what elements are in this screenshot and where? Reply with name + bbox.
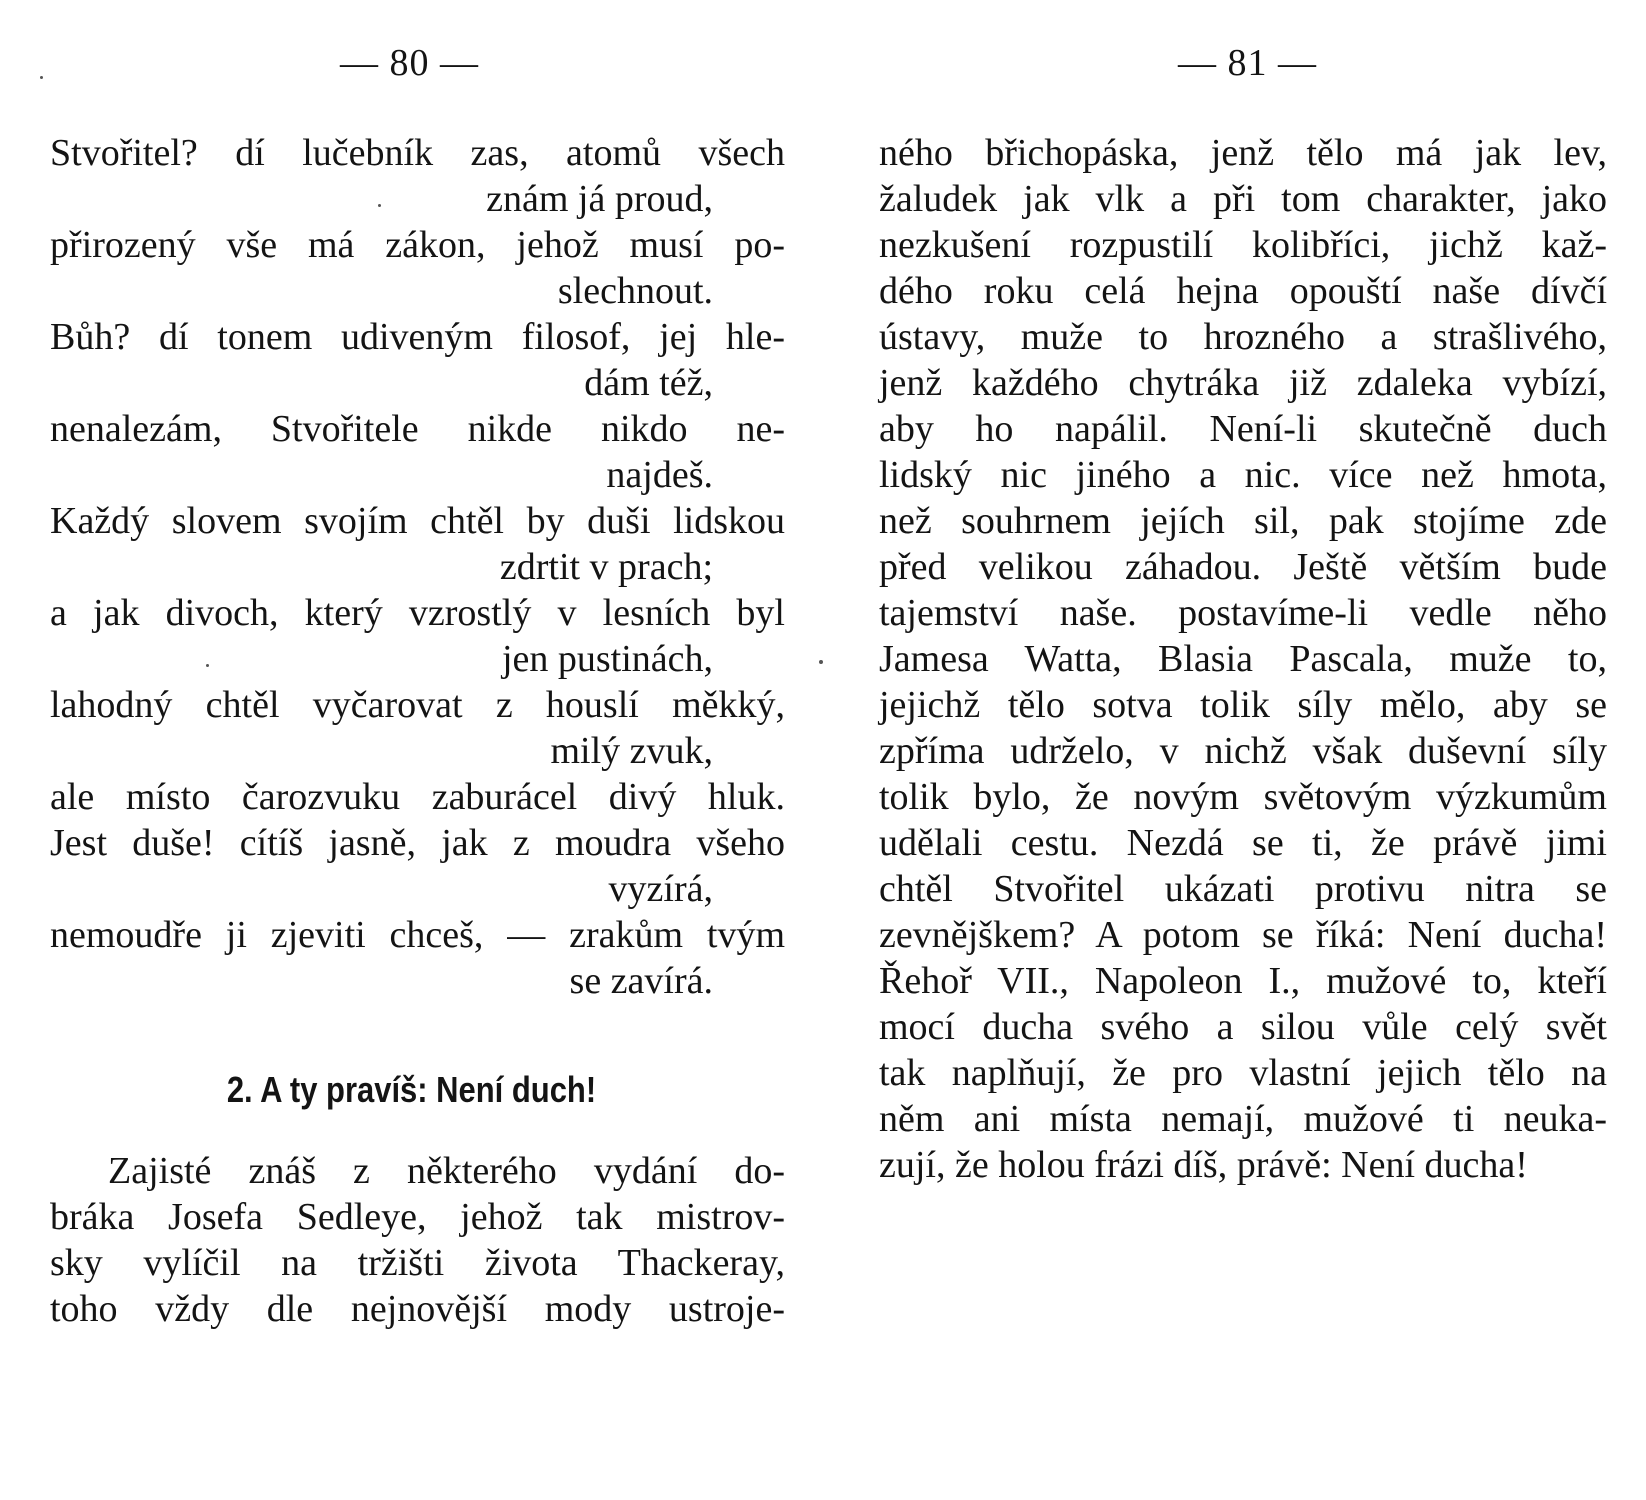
poem-line-continuation: dám též, — [584, 362, 713, 404]
poem-line-continuation: najdeš. — [606, 454, 713, 496]
prose-line: mocí ducha svého a silou vůle celý svět — [879, 1006, 1607, 1048]
poem-line-continuation: slechnout. — [557, 270, 713, 312]
prose-line: jejichž tělo sotva tolik síly mělo, aby se — [879, 684, 1607, 726]
print-speck — [819, 660, 823, 664]
poem-line-continuation: znám já proud, — [486, 178, 713, 220]
poem-line: Stvořitel? dí lučebník zas, atomů všech — [50, 132, 785, 174]
prose-line: sky vylíčil na tržišti života Thackeray, — [50, 1242, 785, 1284]
poem-line-continuation: zdrtit v prach; — [499, 546, 713, 588]
poem-line: a jak divoch, který vzrostlý v lesních byl — [50, 592, 785, 634]
poem-line-continuation: milý zvuk, — [550, 730, 713, 772]
prose-line: zpříma udrželo, v nichž však duševní síly — [879, 730, 1607, 772]
print-speck — [378, 204, 381, 207]
prose-line: tolik bylo, že novým světovým výzkumům — [879, 776, 1607, 818]
prose-line: bráka Josefa Sedleye, jehož tak mistrov- — [50, 1196, 785, 1238]
prose-line: chtěl Stvořitel ukázati protivu nitra se — [879, 868, 1607, 910]
poem-line: Každý slovem svojím chtěl by duši lidskou — [50, 500, 785, 542]
poem-line: nenalezám, Stvořitele nikde nikdo ne- — [50, 408, 785, 450]
prose-line: žaludek jak vlk a při tom charakter, jako — [879, 178, 1607, 220]
print-speck — [40, 76, 43, 79]
prose-line: ného břichopáska, jenž tělo má jak lev, — [879, 132, 1607, 174]
prose-line: dého roku celá hejna opouští naše dívčí — [879, 270, 1607, 312]
prose-line: jenž každého chytráka již zdaleka vybízí, — [879, 362, 1607, 404]
poem-line: Jest duše! cítíš jasně, jak z moudra všeho — [50, 822, 785, 864]
poem-line-continuation: jen pustinách, — [501, 638, 713, 680]
prose-line: než souhrnem jejích sil, pak stojíme zde — [879, 500, 1607, 542]
print-speck — [206, 664, 209, 667]
prose-line: tajemství naše. postavíme-li vedle něho — [879, 592, 1607, 634]
prose-line: Řehoř VII., Napoleon I., mužové to, kteří — [879, 960, 1607, 1002]
page-number: — 80 — — [340, 42, 479, 84]
prose-line: lidský nic jiného a nic. více než hmota, — [879, 454, 1607, 496]
poem-line: nemoudře ji zjeviti chceš, — zrakům tvým — [50, 914, 785, 956]
poem-line: ale místo čarozvuku zaburácel divý hluk. — [50, 776, 785, 818]
prose-line: Jamesa Watta, Blasia Pascala, muže to, — [879, 638, 1607, 680]
prose-line: zevnějškem? A potom se říká: Není ducha! — [879, 914, 1607, 956]
prose-line: ústavy, muže to hrozného a strašlivého, — [879, 316, 1607, 358]
prose-line: zují, že holou frázi díš, právě: Není ducha! — [879, 1144, 1528, 1186]
page-number: — 81 — — [1178, 42, 1317, 84]
prose-line: aby ho napálil. Není-li skutečně duch — [879, 408, 1607, 450]
prose-line: před velikou záhadou. Ještě větším bude — [879, 546, 1607, 588]
right-page — [823, 0, 1646, 1500]
poem-line: lahodný chtěl vyčarovat z houslí měkký, — [50, 684, 785, 726]
prose-line: toho vždy dle nejnovější mody ustroje- — [50, 1288, 785, 1330]
prose-line: udělali cestu. Nezdá se ti, že právě jimi — [879, 822, 1607, 864]
poem-line: Bůh? dí tonem udiveným filosof, jej hle- — [50, 316, 785, 358]
prose-line: tak naplňují, že pro vlastní jejich tělo na — [879, 1052, 1607, 1094]
poem-line: přirozený vše má zákon, jehož musí po- — [50, 224, 785, 266]
prose-line: nezkušení rozpustilí kolibříci, jichž kaž- — [879, 224, 1607, 266]
section-heading: 2. A ty pravíš: Není duch! — [226, 1069, 597, 1110]
prose-line: něm ani místa nemají, mužové ti neuka- — [879, 1098, 1607, 1140]
prose-line: Zajisté znáš z některého vydání do- — [108, 1150, 785, 1192]
poem-line-continuation: vyzírá, — [608, 868, 713, 910]
poem-line-continuation: se zavírá. — [569, 960, 713, 1002]
